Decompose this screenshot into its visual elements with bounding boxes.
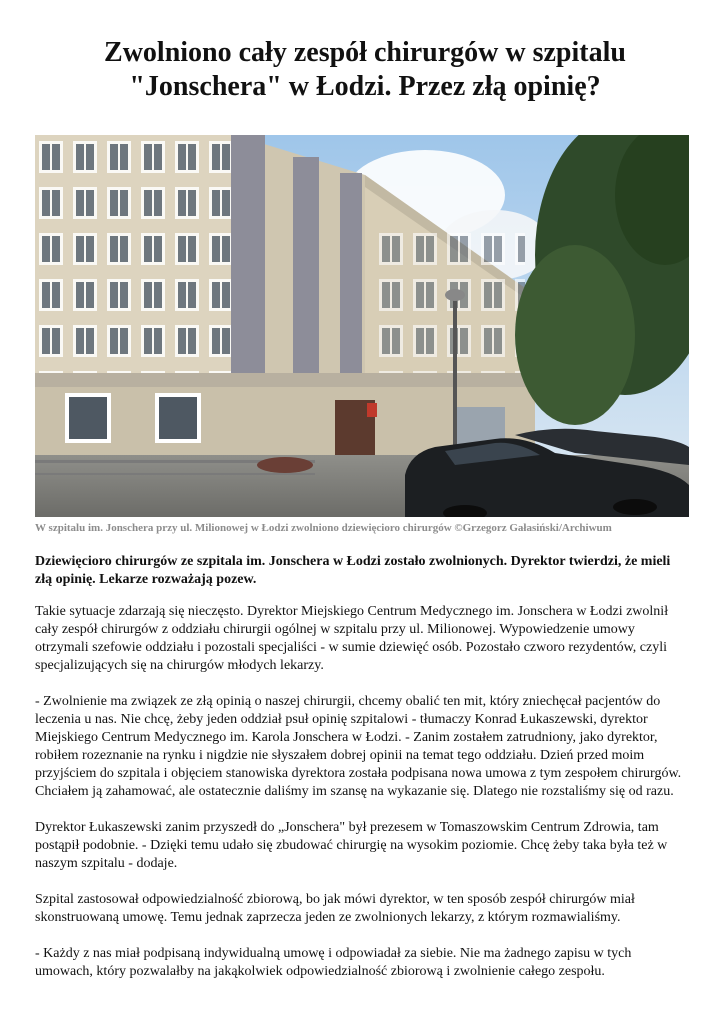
article-paragraph: Takie sytuacje zdarzają się nieczęsto. Dyrektor Miejskiego Centrum Medycznego im. Jonschera w Łodzi zwolnił cały zespół chirurgów z oddziału chirurgii ogólnej w szpitalu przy ul. Milionowej. Wypowiedzenie umowy otrzymali szefowie oddziału i pozostali specjaliści - w sumie dziewięć osób. Pozostało czworo rezydentów, czyli specjalizujących się na chirurgów młodych lekarzy. — [35, 604, 669, 673]
article-paragraph: Dyrektor Łukaszewski zanim przyszedł do „Jonschera" był prezesem w Tomaszowskim Centrum Zdrowia, tam postąpił podobnie. - Dzięki temu udało się zbudować chirurgię na wysokim poziomie. Chcę żeby taka była też w naszym szpitalu - dodaje. — [35, 820, 668, 871]
article-title: Zwolniono cały zespół chirurgów w szpitalu "Jonschera" w Łodzi. Przez złą opinię? — [104, 37, 626, 102]
article-paragraph: Szpital zastosował odpowiedzialność zbiorową, bo jak mówi dyrektor, w ten sposób zespół chirurgów miał skonstruowaną umowę. Temu jednak zaprzecza jeden ze zwolnionych lekarzy, z którym rozmawialiśmy. — [35, 892, 635, 925]
photo-caption: W szpitalu im. Jonschera przy ul. Milionowej w Łodzi zwolniono dziewięcioro chirurgów ©Grzegorz Gałasiński/Archiwum — [35, 522, 612, 534]
article-body — [35, 603, 689, 999]
article-paragraph: - Zwolnienie ma związek ze złą opinią o naszej chirurgii, chcemy obalić ten mit, który zniechęcał pacjentów do leczenia u nas. Nie chcę, żeby jeden oddział psuł opinię szpitalowi - tłumaczy Konrad Łukaszewski, dyrektor Miejskiego Centrum Medycznego im. Karola Jonschera w Łodzi. - Zanim zostałem zatrudniony, jako dyrektor, robiłem rozeznanie na rynku i nigdzie nie słyszałem dobrej opinii na temat tego oddziału. Dzień przed moim przyjściem do szpitala i objęciem stanowiska dyrektora została podpisana nowa umowa z tym zespołem chirurgów. Chciałem ją zahamować, ale ostatecznie daliśmy im szansę na wykazanie się. Dlatego nie rozstaliśmy się od razu. — [35, 694, 682, 799]
hospital-building-photo — [35, 135, 689, 517]
article-lead: Dziewięcioro chirurgów ze szpitala im. Jonschera w Łodzi zostało zwolnionych. Dyrektor twierdzi, że mieli złą opinię. Lekarze rozważają pozew. — [35, 554, 671, 587]
article-paragraph: - Każdy z nas miał podpisaną indywidualną umowę i odpowiadał za siebie. Nie ma żadnego zapisu w tych umowach, który pozwalałby na jakąkolwiek odpowiedzialność zbiorową i zwolnienie całego zespołu. — [35, 946, 632, 979]
